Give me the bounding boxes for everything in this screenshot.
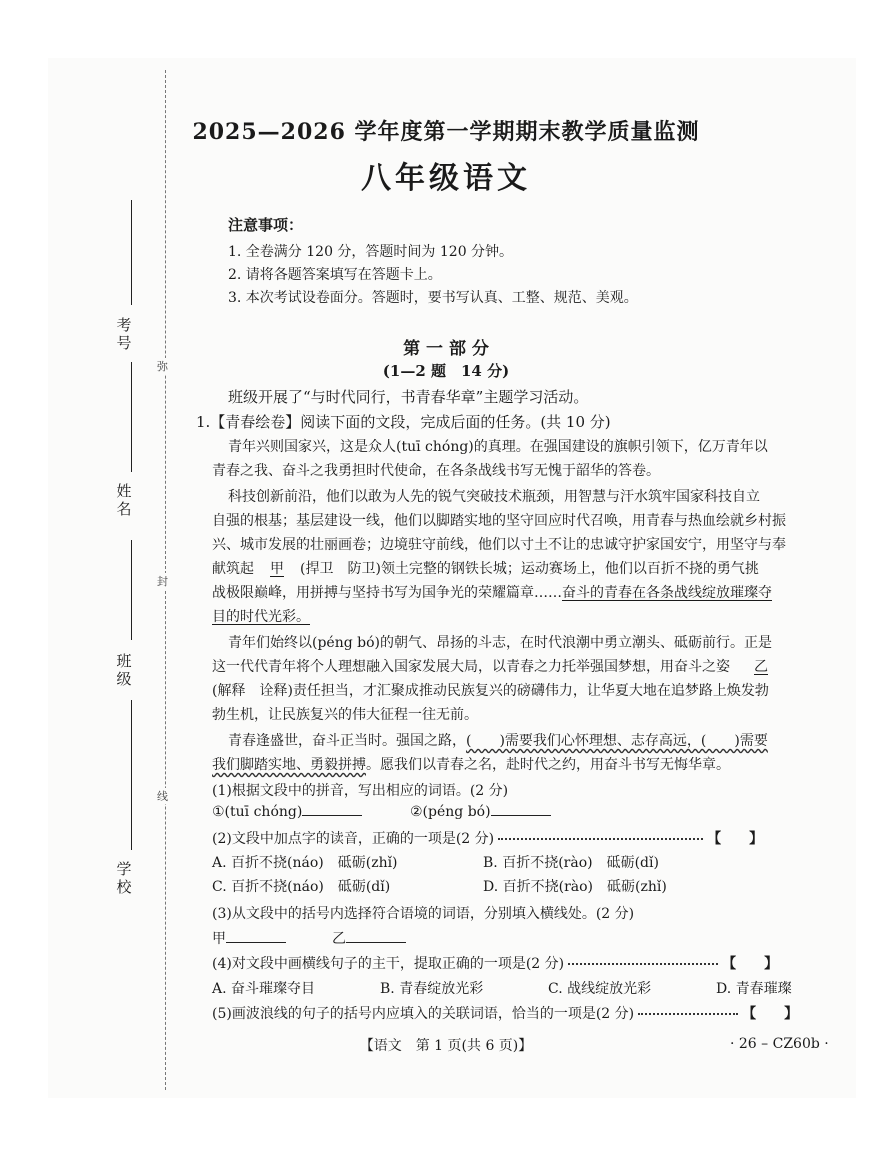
part-range: (1—2 题 14 分): [382, 362, 510, 380]
option-c: C. 战线绽放光彩: [548, 981, 652, 997]
underlined-sentence-end: 目的时代光彩。: [212, 609, 310, 625]
school-field[interactable]: [131, 700, 132, 850]
sub-question-4: (4)对文段中画横线句子的主干，提取正确的一项是(2 分) 【 】: [212, 956, 779, 972]
sub-question-5: (5)画波浪线的句子的括号内应填入的关联词语，恰当的一项是(2 分) 【 】: [212, 1006, 799, 1022]
passage-line: 献筑起 甲 (捍卫 防卫)领土完整的钢铁长城；运动赛场上，他们以百折不挠的勇气挑: [212, 561, 759, 577]
passage-line: 青春逢盛世，奋斗正当时。强国之路，( )需要我们心怀理想、志存高远，( )需要: [228, 733, 768, 749]
cut-mark-xian: 线: [157, 790, 168, 803]
option-c: C. 百折不挠(náo) 砥砺(dǐ): [212, 879, 391, 895]
paper-code: · 26 – CZ60b ·: [730, 1036, 829, 1052]
passage-line: 这一代代青年将个人理想融入国家发展大局，以青春之力托举强国梦想，用奋斗之姿 乙: [212, 656, 784, 676]
page-footer: 【语文 第 1 页(共 6 页)】: [359, 1038, 533, 1054]
exam-number-field[interactable]: [131, 200, 132, 305]
school-label: 学校: [116, 860, 132, 896]
answer-bracket[interactable]: 【 】: [722, 956, 779, 972]
class-label: 班级: [116, 652, 132, 688]
passage-line: 青春之我、奋斗之我勇担时代使命，在各条战线书写无愧于韶华的答卷。: [212, 463, 660, 479]
part-title: 第 一 部 分: [403, 339, 489, 359]
passage-line: 我们脚踏实地、勇毅拼搏。愿我们以青春之名，赴时代之约，用奋斗书写无悔华章。: [212, 757, 730, 773]
notes-item: 3. 本次考试设卷面分。答题时，要书写认真、工整、规范、美观。: [228, 290, 638, 306]
option-d: D. 青春璀璨: [716, 981, 792, 997]
wavy-sentence-end: 我们脚踏实地、勇毅拼搏: [212, 757, 366, 773]
name-label: 姓名: [116, 482, 132, 518]
sub-question-3: (3)从文段中的括号内选择符合语境的词语，分别填入横线处。(2 分): [212, 906, 635, 922]
option-a: A. 百折不挠(náo) 砥砺(zhǐ): [212, 855, 398, 871]
passage-line: 兴、城市发展的壮丽画卷；边境驻守前线，他们以寸土不让的忠诚守护家国安宁，用坚守与奉: [212, 537, 786, 553]
sub-question-3-a: 甲: [212, 928, 286, 948]
cut-mark-feng: 封: [157, 575, 168, 588]
notes-item: 2. 请将各题答案填写在答题卡上。: [228, 267, 442, 283]
exam-paper: [48, 58, 856, 1098]
sub-question-1-b: ②(péng bó): [410, 804, 551, 820]
blank-yi[interactable]: 乙: [754, 659, 768, 675]
option-b: B. 百折不挠(rào) 砥砺(dǐ): [483, 855, 659, 871]
passage-line: 青年们始终以(péng bó)的朝气、昂扬的斗志，在时代浪潮中勇立潮头、砥砺前行。正是: [228, 635, 772, 651]
class-field[interactable]: [131, 540, 132, 640]
answer-blank-tuichong[interactable]: [302, 815, 362, 816]
answer-bracket[interactable]: 【 】: [742, 1006, 799, 1022]
passage-line: (解释 诠释)责任担当，才汇聚成推动民族复兴的磅礴伟力，让华夏大地在追梦路上焕发勃: [212, 683, 769, 699]
activity-intro: 班级开展了“与时代同行，书青春华章”主题学习活动。: [228, 388, 589, 406]
option-b: B. 青春绽放光彩: [380, 981, 484, 997]
sub-question-1: (1)根据文段中的拼音，写出相应的词语。(2 分): [212, 783, 509, 799]
cut-mark-mi: 弥: [157, 360, 168, 373]
passage-line: 勃生机，让民族复兴的伟大征程一往无前。: [212, 707, 478, 723]
wavy-sentence: ( )需要我们心怀理想、志存高远，( )需要: [466, 733, 768, 749]
notes-heading: 注意事项：: [228, 216, 304, 234]
exam-number-label: 考号: [116, 316, 132, 352]
answer-blank-pengbo[interactable]: [491, 815, 551, 816]
option-d: D. 百折不挠(rào) 砥砺(zhǐ): [483, 879, 667, 895]
passage-line: 科技创新前沿，他们以敢为人先的锐气突破技术瓶颈，用智慧与汗水筑牢国家科技自立: [228, 489, 760, 505]
notes-item: 1. 全卷满分 120 分，答题时间为 120 分钟。: [228, 244, 514, 260]
sub-question-3-b: 乙: [332, 928, 406, 948]
answer-blank-yi[interactable]: [346, 942, 406, 943]
question-1-stem: 1.【青春绘卷】阅读下面的文段，完成后面的任务。(共 10 分): [196, 413, 611, 431]
blank-jia[interactable]: 甲: [270, 561, 284, 577]
passage-line: 战极限巅峰，用拼搏与坚持书写为国争光的荣耀篇章……奋斗的青春在各条战线绽放璀璨夺: [212, 585, 772, 601]
passage-line: 自强的根基；基层建设一线，他们以脚踏实地的坚守回应时代召唤，用青春与热血绘就乡村振: [212, 513, 786, 529]
option-a: A. 奋斗璀璨夺目: [212, 981, 316, 997]
passage-line: 青年兴则国家兴，这是众人(tuī chóng)的真理。在强国建设的旗帜引领下，亿万青年以: [228, 439, 768, 455]
underlined-sentence: 奋斗的青春在各条战线绽放璀璨夺: [562, 585, 772, 601]
sub-question-2: (2)文段中加点字的读音，正确的一项是(2 分) 【 】: [212, 831, 764, 847]
subject-title: 八年级语文: [361, 161, 531, 196]
answer-bracket[interactable]: 【 】: [707, 831, 764, 847]
sub-question-1-a: ①(tuī chóng): [212, 804, 362, 820]
exam-title: 2025—2026 学年度第一学期期末教学质量监测: [192, 119, 700, 145]
answer-blank-jia[interactable]: [226, 942, 286, 943]
